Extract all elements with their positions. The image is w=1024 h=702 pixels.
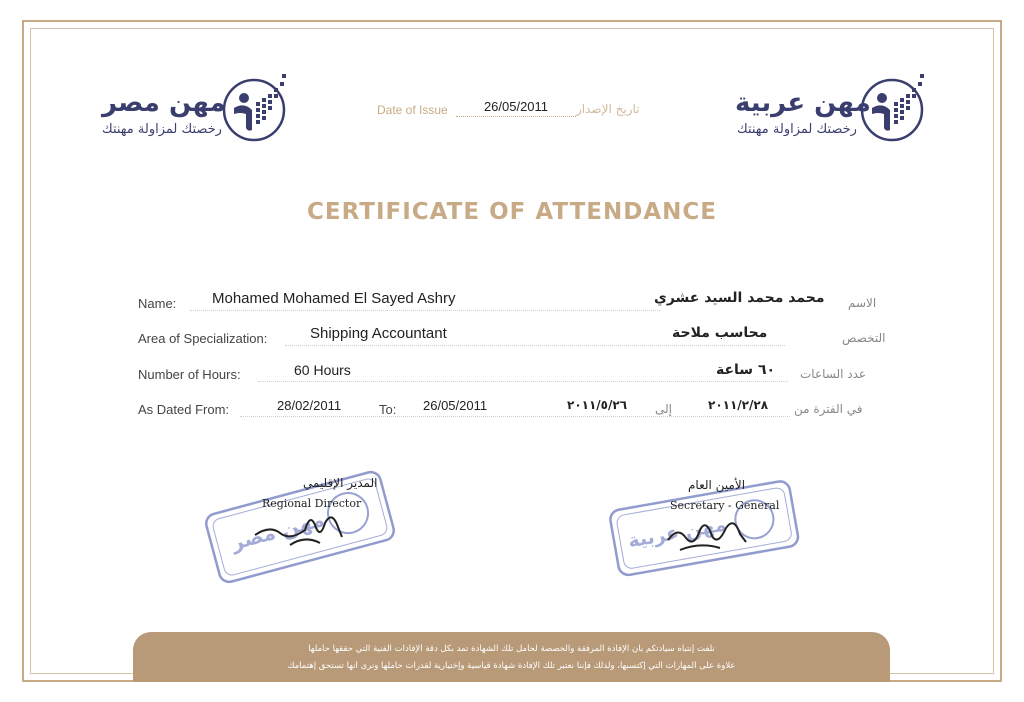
secretary-general-title-ar: الأمين العام bbox=[688, 478, 746, 492]
hours-label: Number of Hours: bbox=[138, 367, 241, 382]
issue-date-label-ar: تاريخ الإصدار bbox=[576, 102, 640, 116]
hours-label-ar: عدد الساعات bbox=[800, 367, 867, 381]
dates-from-value-ar: ٢٠١١/٢/٢٨ bbox=[708, 398, 769, 412]
stamp-left-text: مهن مصر bbox=[228, 506, 327, 555]
issue-date-value: 26/05/2011 bbox=[456, 99, 576, 117]
dates-to-value-ar: ٢٠١١/٥/٢٦ bbox=[567, 398, 628, 412]
logo-mehan-arabia bbox=[735, 72, 925, 144]
logo-left-name: مهن مصر bbox=[102, 88, 226, 118]
signature-scribble-right bbox=[660, 508, 770, 558]
name-label: Name: bbox=[138, 296, 177, 311]
specialization-label-ar: التخصص bbox=[842, 331, 886, 345]
logo-right-tagline: رخصتك لمزاولة مهنتك bbox=[737, 122, 857, 137]
dates-to-label-ar: إلى bbox=[655, 402, 672, 416]
regional-director-title-en: Regional Director bbox=[262, 497, 362, 510]
logo-mehan-masr bbox=[100, 72, 290, 144]
specialization-value: Shipping Accountant bbox=[310, 325, 447, 342]
secretary-general-title-en: Secretary - General bbox=[670, 499, 780, 512]
dates-to-value: 26/05/2011 bbox=[423, 398, 488, 413]
footer-line-1: نلفت إنتباه سيادتكم بأن الإفادة المرفقة والخصصة لحامل تلك الشهادة تمد بكل دقة الإفادات الفنية التي حققها حاملها bbox=[308, 644, 715, 654]
footer-disclaimer bbox=[133, 632, 890, 682]
certificate-title: CERTIFICATE OF ATTENDANCE bbox=[307, 199, 717, 225]
logo-left-tagline: رخصتك لمزاولة مهنتك bbox=[102, 122, 222, 137]
person-grid-logo-icon bbox=[860, 72, 928, 142]
hours-value: 60 Hours bbox=[294, 362, 351, 378]
specialization-label: Area of Specialization: bbox=[138, 331, 268, 346]
dates-to-label: To: bbox=[379, 402, 397, 417]
stamp-right-text: مهن عربية bbox=[626, 513, 728, 553]
logo-right-name: مهن عربية bbox=[735, 88, 871, 118]
dates-from-label: As Dated From: bbox=[138, 402, 230, 417]
dates-from-label-ar: في الفترة من bbox=[794, 402, 863, 416]
regional-director-title-ar: المدير الإقليمي bbox=[303, 476, 378, 490]
dates-from-value: 28/02/2011 bbox=[277, 398, 342, 413]
signature-scribble-left bbox=[250, 505, 360, 555]
name-value-ar: محمد محمد السيد عشري bbox=[654, 290, 825, 306]
specialization-value-ar: محاسب ملاحة bbox=[672, 325, 768, 341]
name-value: Mohamed Mohamed El Sayed Ashry bbox=[212, 290, 456, 307]
issue-date-label: Date of Issue bbox=[377, 103, 448, 117]
person-grid-logo-icon bbox=[222, 72, 290, 142]
hours-value-ar: ٦٠ ساعة bbox=[716, 362, 776, 378]
footer-line-2: علاوة على المهارات التي إكتسبها، ولذلك فإننا نعتبر تلك الإفادة شهادة قياسية وإختيارية لقدرات حاملها ونرى أنها تستحق إهتمامك bbox=[287, 661, 736, 671]
name-label-ar: الاسم bbox=[848, 296, 877, 310]
